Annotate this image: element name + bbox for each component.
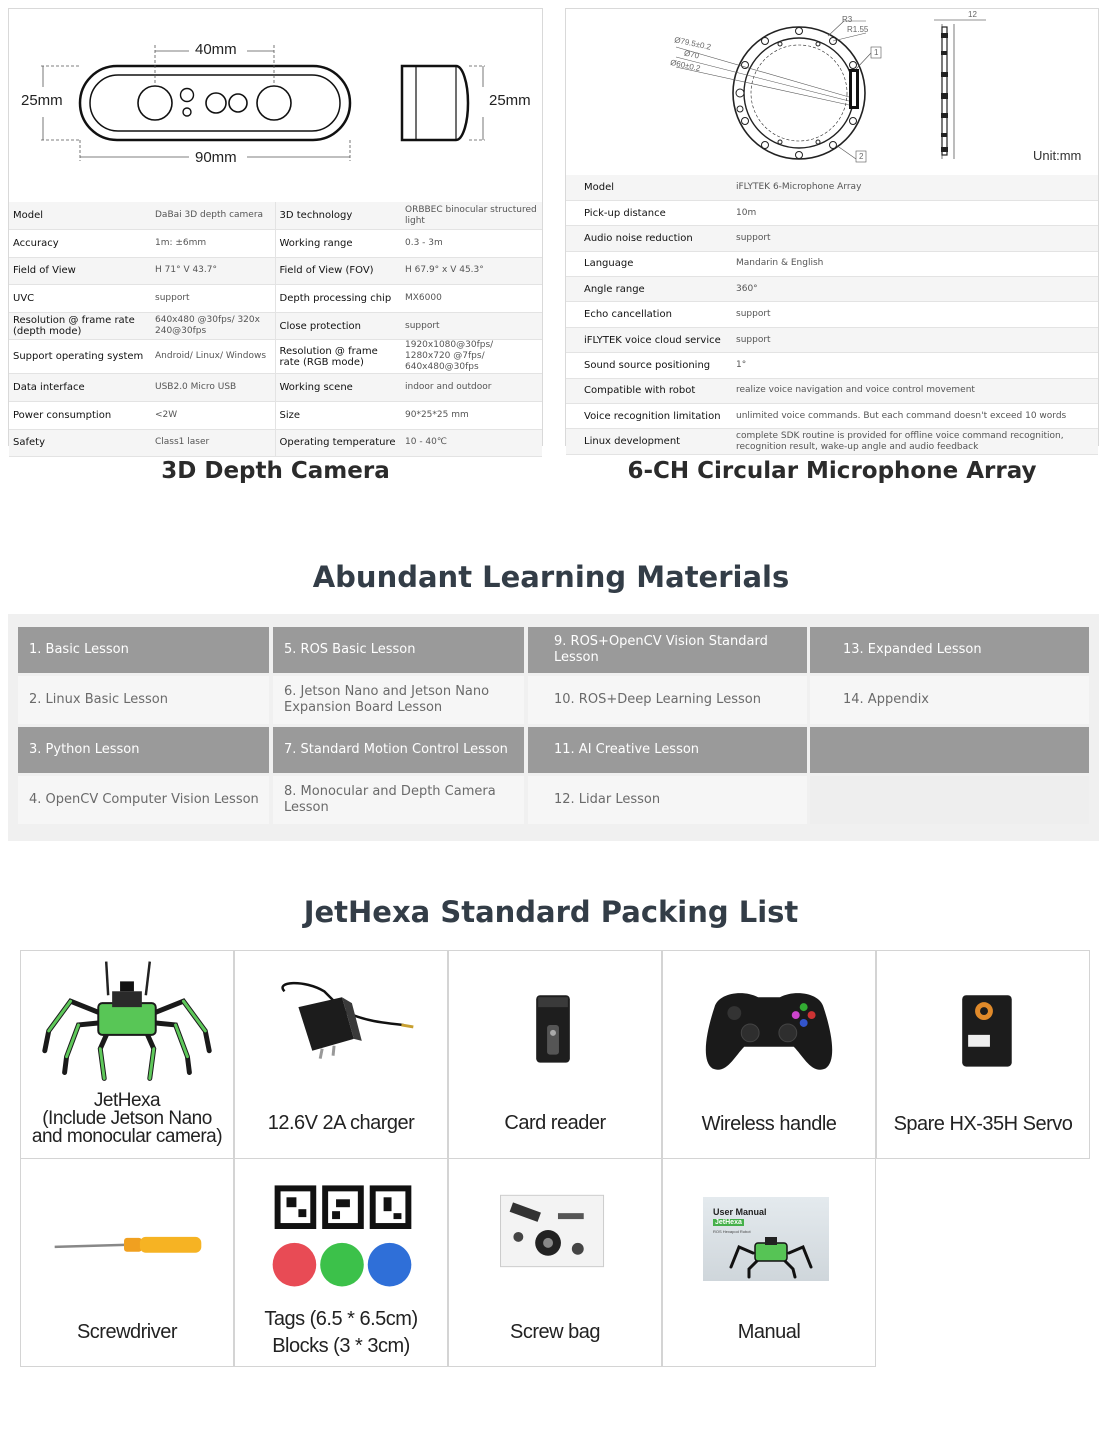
spec-key: Voice recognition limitation: [566, 404, 732, 429]
lesson-item[interactable]: 4. OpenCV Computer Vision Lesson: [18, 776, 269, 824]
packing-list-grid: [20, 950, 1090, 1368]
table-row: [566, 404, 1098, 429]
learning-section-title: Abundant Learning Materials: [312, 560, 790, 594]
table-row: [566, 200, 1098, 225]
camera-width-dim-label: 40mm: [195, 41, 237, 58]
spec-value: H 71° V 43.7°: [151, 257, 275, 285]
spec-key: Working scene: [275, 374, 401, 402]
packing-item: [234, 950, 448, 1159]
table-row: [566, 277, 1098, 302]
spec-value: DaBai 3D depth camera: [151, 202, 275, 230]
spec-key: Sound source positioning: [566, 353, 732, 378]
camera-length-dim-label: 90mm: [195, 149, 237, 166]
table-row: [566, 226, 1098, 251]
spec-value: support: [732, 302, 1098, 327]
spec-value: complete SDK routine is provided for offline voice command recognition, recognition result, wake-up angle and audio feedback: [732, 429, 1098, 454]
spec-key: Operating temperature: [275, 429, 401, 457]
spec-key: Linux development: [566, 429, 732, 454]
spec-key: iFLYTEK voice cloud service: [566, 327, 732, 352]
card-reader-icon: [449, 951, 661, 1091]
table-row: [566, 302, 1098, 327]
spec-value: support: [151, 285, 275, 313]
spec-value: 10 - 40℃: [401, 429, 542, 457]
camera-height-dim-label: 25mm: [21, 92, 63, 109]
diameter-outer-label: Ø79.5±0.2: [673, 35, 712, 52]
radius-label-1: R3: [842, 15, 853, 24]
spec-value: 640x480 @30fps/ 320x 240@30fps: [151, 312, 275, 340]
lesson-item[interactable]: 3. Python Lesson: [18, 727, 269, 773]
packing-item: [20, 1158, 234, 1367]
thickness-label: 12: [968, 10, 977, 19]
spec-value: ORBBEC binocular structured light: [401, 202, 542, 230]
spec-key: Size: [275, 402, 401, 430]
manual-cover-subtitle: ROS Hexapod Robot: [713, 1229, 751, 1234]
spec-value: 90*25*25 mm: [401, 402, 542, 430]
camera-outline-drawing: [9, 9, 544, 195]
spec-key: Depth processing chip: [275, 285, 401, 313]
lesson-item[interactable]: 12. Lidar Lesson: [528, 776, 807, 824]
lesson-item[interactable]: 5. ROS Basic Lesson: [273, 627, 524, 673]
packing-item-label: Manual: [737, 1321, 801, 1343]
table-row: [9, 202, 542, 230]
lesson-item-empty: [810, 727, 1089, 773]
table-row: [9, 402, 542, 430]
spec-value: Android/ Linux/ Windows: [151, 340, 275, 374]
manual-icon: [663, 1159, 875, 1299]
packing-item-label: Spare HX-35H Servo: [893, 1113, 1073, 1135]
spec-key: Model: [566, 175, 732, 200]
microphone-spec-panel: [565, 8, 1099, 452]
radius-label-2: R1.55: [847, 25, 869, 34]
lesson-item[interactable]: 1. Basic Lesson: [18, 627, 269, 673]
spec-key: UVC: [9, 285, 151, 313]
diameter-mid-label: Ø70: [683, 48, 700, 61]
spec-key: Resolution @ frame rate (depth mode): [9, 312, 151, 340]
spec-value: iFLYTEK 6-Microphone Array: [732, 175, 1098, 200]
table-row: [566, 429, 1098, 454]
lesson-item[interactable]: 13. Expanded Lesson: [810, 627, 1089, 673]
spec-key: Close protection: [275, 312, 401, 340]
lesson-item[interactable]: 2. Linux Basic Lesson: [18, 676, 269, 724]
spec-value: USB2.0 Micro USB: [151, 374, 275, 402]
packing-item-label: JetHexa (Include Jetson Nano and monocular camera): [31, 1090, 223, 1147]
camera-spec-panel: [8, 8, 543, 449]
packing-item: [234, 1158, 448, 1367]
spec-key: Support operating system: [9, 340, 151, 374]
spec-value: 360°: [732, 277, 1098, 302]
lesson-item[interactable]: 7. Standard Motion Control Lesson: [273, 727, 524, 773]
packing-item-label: 12.6V 2A charger: [267, 1112, 415, 1134]
packing-item-label: Screwdriver: [76, 1321, 178, 1343]
lesson-item[interactable]: 10. ROS+Deep Learning Lesson: [528, 676, 807, 724]
lesson-item[interactable]: 14. Appendix: [810, 676, 1089, 724]
camera-caption: 3D Depth Camera: [161, 458, 390, 484]
spec-value: <2W: [151, 402, 275, 430]
marker-label-1: 1: [874, 48, 879, 57]
spec-key: Field of View: [9, 257, 151, 285]
microphone-spec-table: [566, 175, 1098, 455]
spec-value: Mandarin & English: [732, 251, 1098, 276]
table-row: [9, 340, 542, 374]
spec-value: support: [732, 226, 1098, 251]
spec-key: Echo cancellation: [566, 302, 732, 327]
manual-cover-brand: JetHexa: [715, 1219, 742, 1226]
spec-key: Resolution @ frame rate (RGB mode): [275, 340, 401, 374]
microphone-dimension-drawing: [566, 9, 1098, 167]
spec-key: Compatible with robot: [566, 378, 732, 403]
spec-key: Audio noise reduction: [566, 226, 732, 251]
table-row: [566, 251, 1098, 276]
spec-key: Language: [566, 251, 732, 276]
microphone-ring-drawing: [566, 9, 1100, 167]
spec-key: 3D technology: [275, 202, 401, 230]
packing-item-label: Wireless handle: [701, 1113, 837, 1135]
manual-cover-title: User Manual: [713, 1207, 767, 1217]
spec-key: Data interface: [9, 374, 151, 402]
packing-item: [876, 950, 1090, 1159]
microphone-caption: 6-CH Circular Microphone Array: [627, 458, 1037, 484]
gamepad-icon: [663, 951, 875, 1091]
packing-item: [20, 950, 234, 1159]
spec-value: support: [732, 327, 1098, 352]
spec-key: Field of View (FOV): [275, 257, 401, 285]
spec-value: unlimited voice commands. But each command doesn't exceed 10 words: [732, 404, 1098, 429]
table-row: [9, 257, 542, 285]
marker-label-2: 2: [859, 152, 864, 161]
packing-item-label: Card reader: [504, 1112, 606, 1134]
manual-cover-robot-illustration: [703, 1197, 829, 1281]
packing-item-label: Screw bag: [510, 1321, 600, 1343]
lesson-item[interactable]: 6. Jetson Nano and Jetson Nano Expansion Board Lesson: [273, 676, 524, 724]
unit-label: Unit:mm: [1033, 148, 1082, 163]
spec-value: MX6000: [401, 285, 542, 313]
spec-key: Pick-up distance: [566, 200, 732, 225]
diameter-inner-label: Ø60±0.2: [669, 57, 702, 74]
table-row: [9, 285, 542, 313]
hexapod-robot-icon: [21, 951, 233, 1091]
packing-item: [662, 950, 876, 1159]
lesson-item[interactable]: 11. AI Creative Lesson: [528, 727, 807, 773]
spec-key: Angle range: [566, 277, 732, 302]
packing-item-label: Tags (6.5 * 6.5cm) Blocks (3 * 3cm): [264, 1308, 418, 1357]
camera-dimension-drawing: [9, 9, 542, 195]
table-row: [566, 353, 1098, 378]
packing-item: [448, 950, 662, 1159]
spec-value: 0.3 - 3m: [401, 230, 542, 258]
lesson-item[interactable]: 8. Monocular and Depth Camera Lesson: [273, 776, 524, 824]
table-row: [566, 175, 1098, 200]
table-row: [566, 378, 1098, 403]
table-row: [9, 230, 542, 258]
lesson-item-empty: [810, 776, 1089, 824]
spec-value: indoor and outdoor: [401, 374, 542, 402]
spec-value: H 67.9° x V 45.3°: [401, 257, 542, 285]
spec-key: Accuracy: [9, 230, 151, 258]
lesson-item[interactable]: 9. ROS+OpenCV Vision Standard Lesson: [528, 627, 807, 673]
spec-key: Model: [9, 202, 151, 230]
screwdriver-icon: [21, 1159, 233, 1299]
lessons-grid: [8, 614, 1099, 841]
packing-item: [662, 1158, 876, 1367]
spec-key: Power consumption: [9, 402, 151, 430]
screw-bag-icon: [449, 1159, 661, 1299]
table-row: [9, 429, 542, 457]
table-row: [9, 312, 542, 340]
spec-value: 1920x1080@30fps/ 1280x720 @7fps/ 640x480@30fps: [401, 340, 542, 374]
spec-key: Safety: [9, 429, 151, 457]
spec-value: realize voice navigation and voice control movement: [732, 378, 1098, 403]
spec-value: Class1 laser: [151, 429, 275, 457]
spec-value: 1m: ±6mm: [151, 230, 275, 258]
spec-value: support: [401, 312, 542, 340]
camera-spec-table: [9, 202, 542, 457]
packing-section-title: JetHexa Standard Packing List: [303, 895, 799, 929]
spec-value: 10m: [732, 200, 1098, 225]
spec-value: 1°: [732, 353, 1098, 378]
table-row: [9, 374, 542, 402]
spec-key: Working range: [275, 230, 401, 258]
charger-icon: [235, 951, 447, 1091]
table-row: [566, 327, 1098, 352]
packing-item: [448, 1158, 662, 1367]
servo-icon: [877, 951, 1089, 1091]
tags-blocks-icon: [235, 1159, 447, 1299]
camera-depth-dim-label: 25mm: [489, 92, 531, 109]
